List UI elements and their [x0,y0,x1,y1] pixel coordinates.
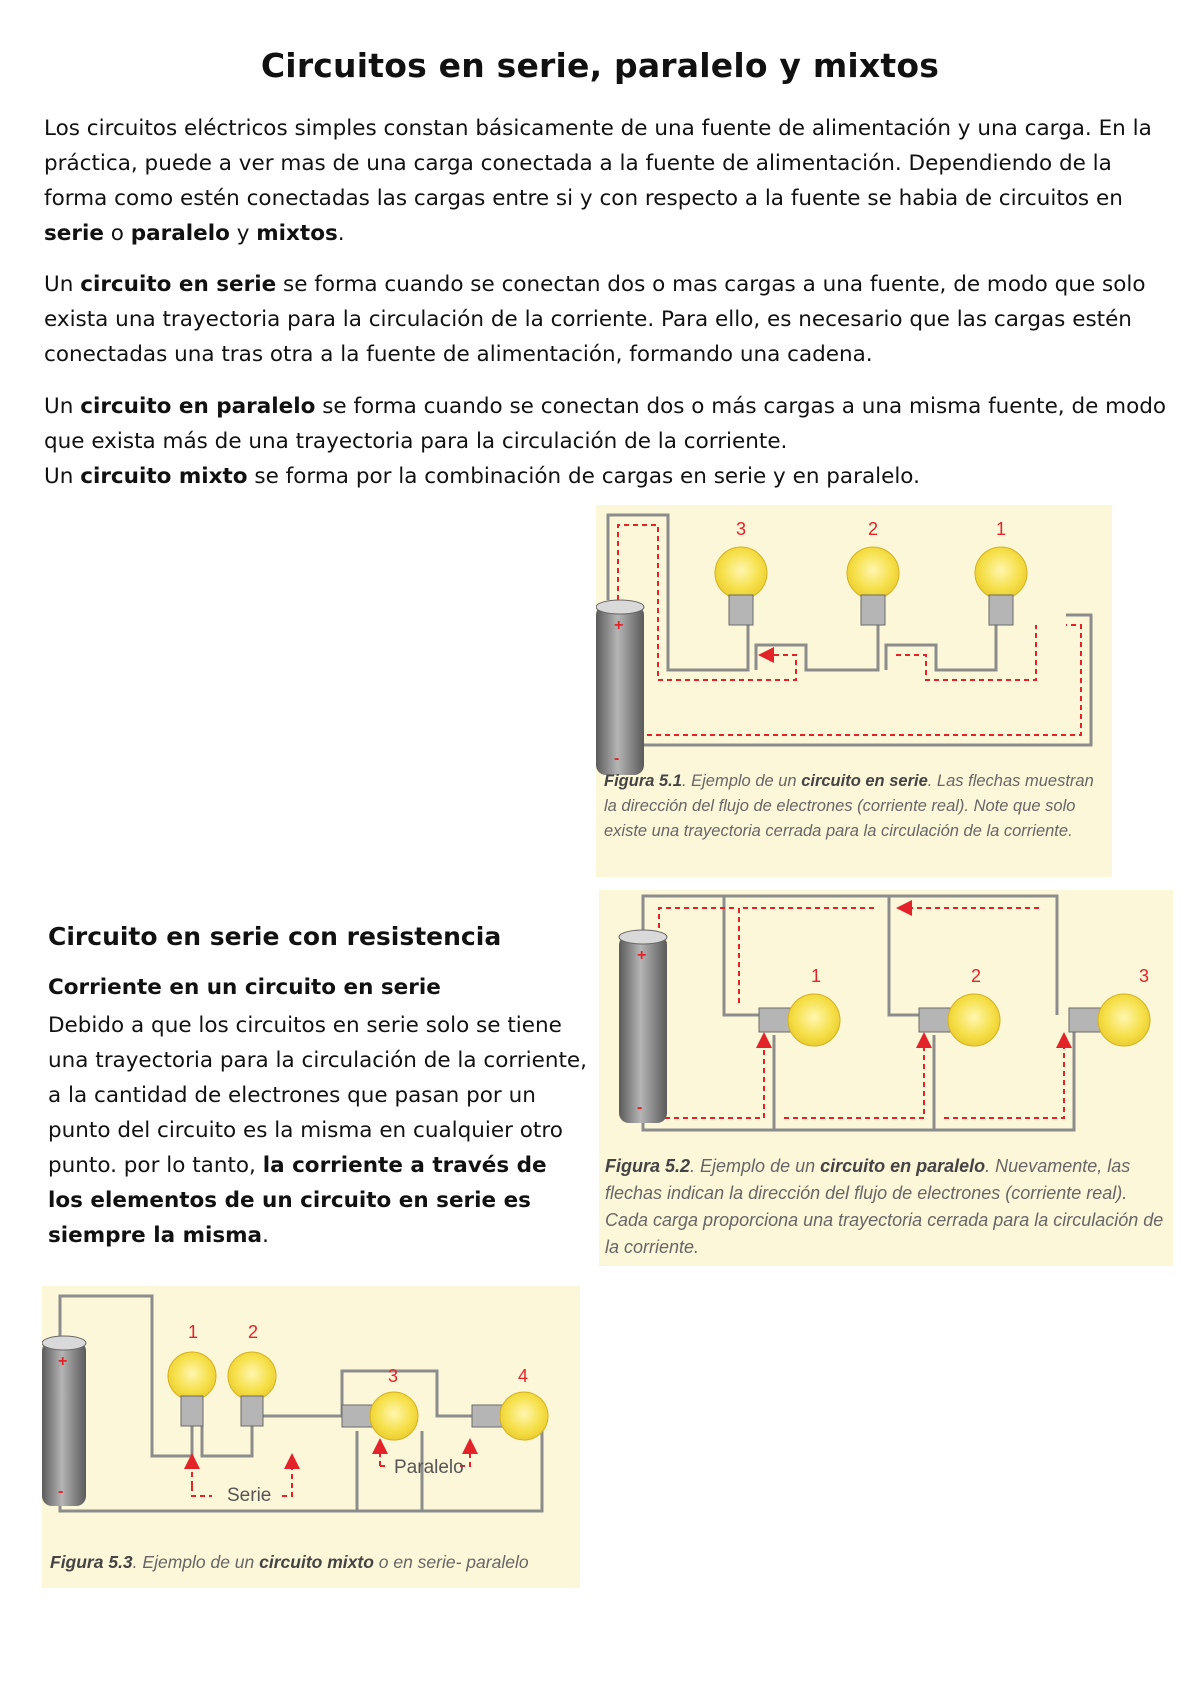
paralelo-label: Paralelo [394,1457,464,1478]
bulb-label: 2 [248,1322,259,1342]
bulb-label: 1 [811,966,822,986]
battery-minus-label: - [58,1483,64,1500]
battery-plus-label: + [637,947,647,964]
bulb-label: 4 [518,1366,529,1386]
bulb-icon [759,994,840,1046]
series-definition: Un circuito en serie se forma cuando se conectan dos o mas cargas a una fuente, de modo que solo exista una trayectoria para la circulación de la corriente. Para ello, es necesario que las cargas estén conectadas una tras otra a la fuente de alimentación, formando una cadena. [44,272,1146,367]
battery-plus-label: + [614,617,624,634]
figure-mixed-circuit [42,1286,580,1588]
bulb-label: 2 [868,519,879,539]
bulb-icon [472,1392,548,1440]
mixed-circuit-diagram [42,1286,580,1588]
figure-caption: Figura 5.3. Ejemplo de un circuito mixto o en serie- paralelo [50,1552,529,1572]
mixed-definition: Un circuito mixto se forma por la combinación de cargas en serie y en paralelo. [44,464,920,489]
bulb-label: 1 [996,519,1007,539]
bulb-label: 3 [736,519,747,539]
section-heading: Circuito en serie con resistencia [48,922,502,951]
figure-caption: Figura 5.2. Ejemplo de un circuito en paralelo. Nuevamente, las flechas indican la dirección del flujo de electrones (corriente real). Cada carga proporciona una trayectoria cerrada para la circulación de la corriente. [605,1156,1164,1257]
bulb-label: 2 [971,966,982,986]
section-subheading: Corriente en un circuito en serie [48,975,441,1000]
figure-parallel-circuit [599,890,1173,1266]
serie-label: Serie [227,1485,272,1506]
page-title: Circuitos en serie, paralelo y mixtos [260,46,940,85]
bulb-label: 3 [1139,966,1150,986]
parallel-definition: Un circuito en paralelo se forma cuando se conectan dos o más cargas a una misma fuente, de modo que exista más de una trayectoria para la circulación de la corriente. [44,394,1167,454]
figure-series-circuit [596,505,1112,877]
intro-paragraph: Los circuitos eléctricos simples constan básicamente de una fuente de alimentación y una carga. En la práctica, puede a ver mas de una carga conectada a la fuente de alimentación. Dependiendo de la forma como estén conectadas las cargas entre si y con respecto a la fuente se habia de circuitos en serie o paralelo y mixtos. [44,116,1152,246]
bulb-icon [847,547,899,625]
bulb-icon [1069,994,1150,1046]
battery-plus-label: + [58,1353,68,1370]
battery-minus-label: - [614,750,620,767]
bulb-icon [975,547,1027,625]
bulb-label: 1 [188,1322,199,1342]
battery-minus-label: - [637,1099,643,1116]
bulb-label: 3 [388,1366,399,1386]
series-current-paragraph: Debido a que los circuitos en serie solo se tiene una trayectoria para la circulación de la corriente, a la cantidad de electrones que pasan por un punto del circuito es la misma en cualquier otro punto. por lo tanto, la corriente a través de los elementos de un circuito en serie es siempre la misma. [48,1013,587,1248]
bulb-icon [168,1352,216,1426]
figure-caption: Figura 5.1. Ejemplo de un circuito en serie. Las flechas muestran la dirección del flujo de electrones (corriente real). Note que solo existe una trayectoria cerrada para la circulación de la corriente. [604,772,1094,840]
bulb-icon [919,994,1000,1046]
bulb-icon [342,1392,418,1440]
bulb-icon [715,547,767,625]
